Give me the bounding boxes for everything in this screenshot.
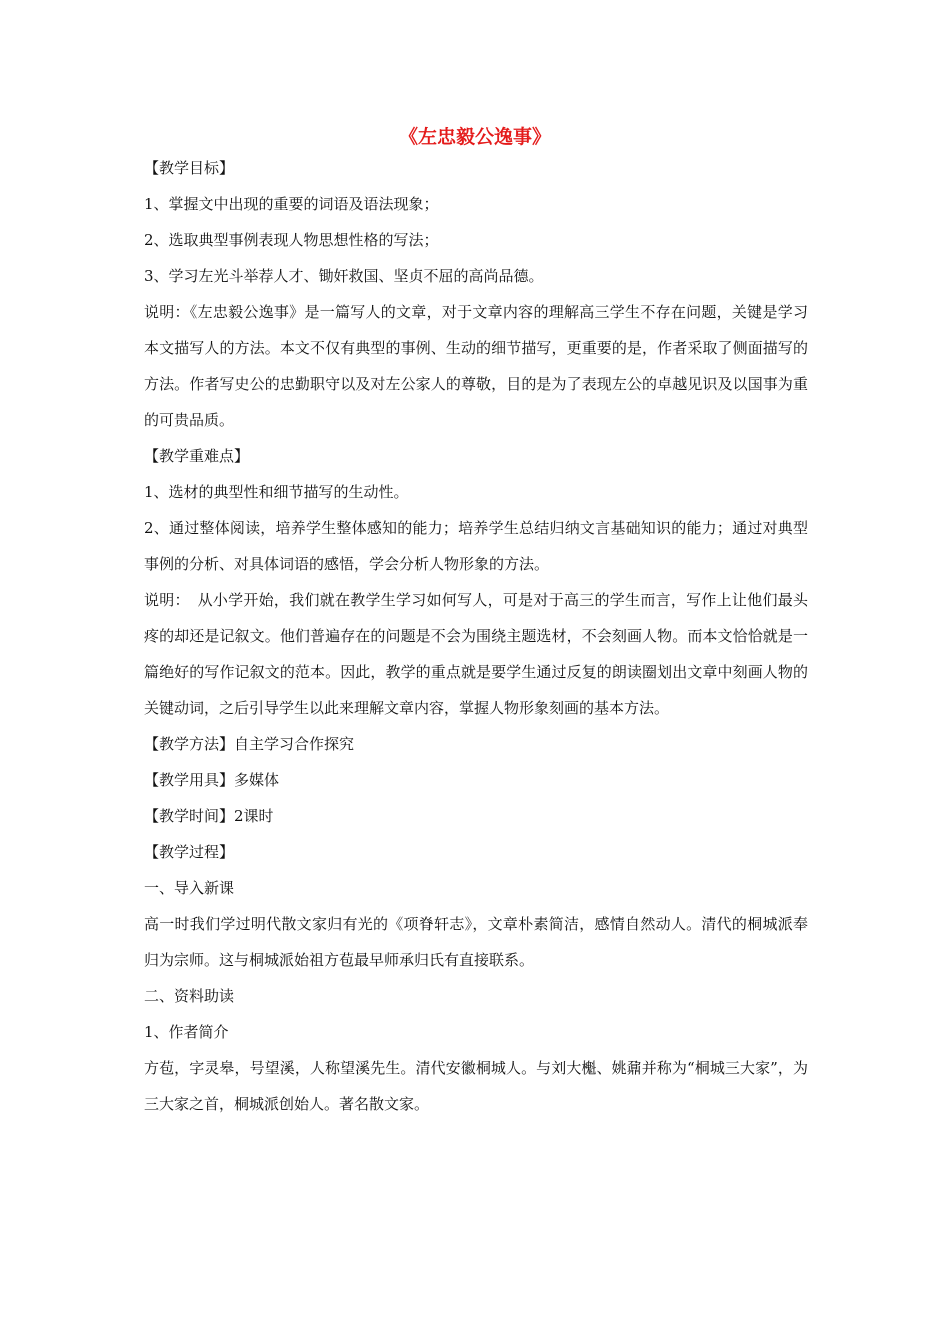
key-points-heading: 【教学重难点】	[144, 447, 250, 465]
goal-item-2: 2、选取典型事例表现人物思想性格的写法；	[144, 231, 439, 249]
teaching-time: 【教学时间】2课时	[144, 807, 274, 825]
document-body	[144, 150, 808, 1122]
key-points-note-paragraph: 说明： 从小学开始，我们就在教学生学习如何写人，可是对于高三的学生而言，写作上让他们最头疼的却还是记叙文。他们普遍存在的问题是不会为围绕主题选材，不会刻画人物。而本文恰恰就是一篇绝好的写作记叙文的范本。因此，教学的重点就是要学生通过反复的朗读圈划出文章中刻画人物的关键动词，之后引导学生以此来理解文章内容，掌握人物形象刻画的基本方法。	[144, 591, 808, 717]
goal-item-1: 1、掌握文中出现的重要的词语及语法现象；	[144, 195, 439, 213]
goals-heading: 【教学目标】	[144, 159, 235, 177]
goal-item-3: 3、学习左光斗举荐人才、锄奸救国、坚贞不屈的高尚品德。	[144, 267, 544, 285]
author-heading: 1、作者简介	[144, 1023, 229, 1041]
section-1-heading: 一、导入新课	[144, 879, 235, 897]
author-paragraph: 方苞，字灵皋，号望溪，人称望溪先生。清代安徽桐城人。与刘大櫆、姚鼐并称为“桐城三大家”，为三大家之首，桐城派创始人。著名散文家。	[144, 1059, 808, 1113]
section-1-paragraph: 高一时我们学过明代散文家归有光的《项脊轩志》，文章朴素简洁，感情自然动人。清代的桐城派奉归为宗师。这与桐城派始祖方苞最早师承归氏有直接联系。	[144, 915, 808, 969]
teaching-method: 【教学方法】自主学习合作探究	[144, 735, 355, 753]
key-point-item-1: 1、选材的典型性和细节描写的生动性。	[144, 483, 409, 501]
document-title: 《左忠毅公逸事》	[398, 126, 551, 148]
key-point-item-2: 2、通过整体阅读，培养学生整体感知的能力；培养学生总结归纳文言基础知识的能力；通过对典型事例的分析、对具体词语的感悟，学会分析人物形象的方法。	[144, 519, 808, 573]
goals-note-paragraph: 说明：《左忠毅公逸事》是一篇写人的文章，对于文章内容的理解高三学生不存在问题，关键是学习本文描写人的方法。本文不仅有典型的事例、生动的细节描写，更重要的是，作者采取了侧面描写的方法。作者写史公的忠勤职守以及对左公家人的尊敬，目的是为了表现左公的卓越见识及以国事为重的可贵品质。	[144, 303, 808, 429]
section-2-heading: 二、资料助读	[144, 987, 235, 1005]
teaching-tools: 【教学用具】多媒体	[144, 771, 280, 789]
process-heading: 【教学过程】	[144, 843, 235, 861]
